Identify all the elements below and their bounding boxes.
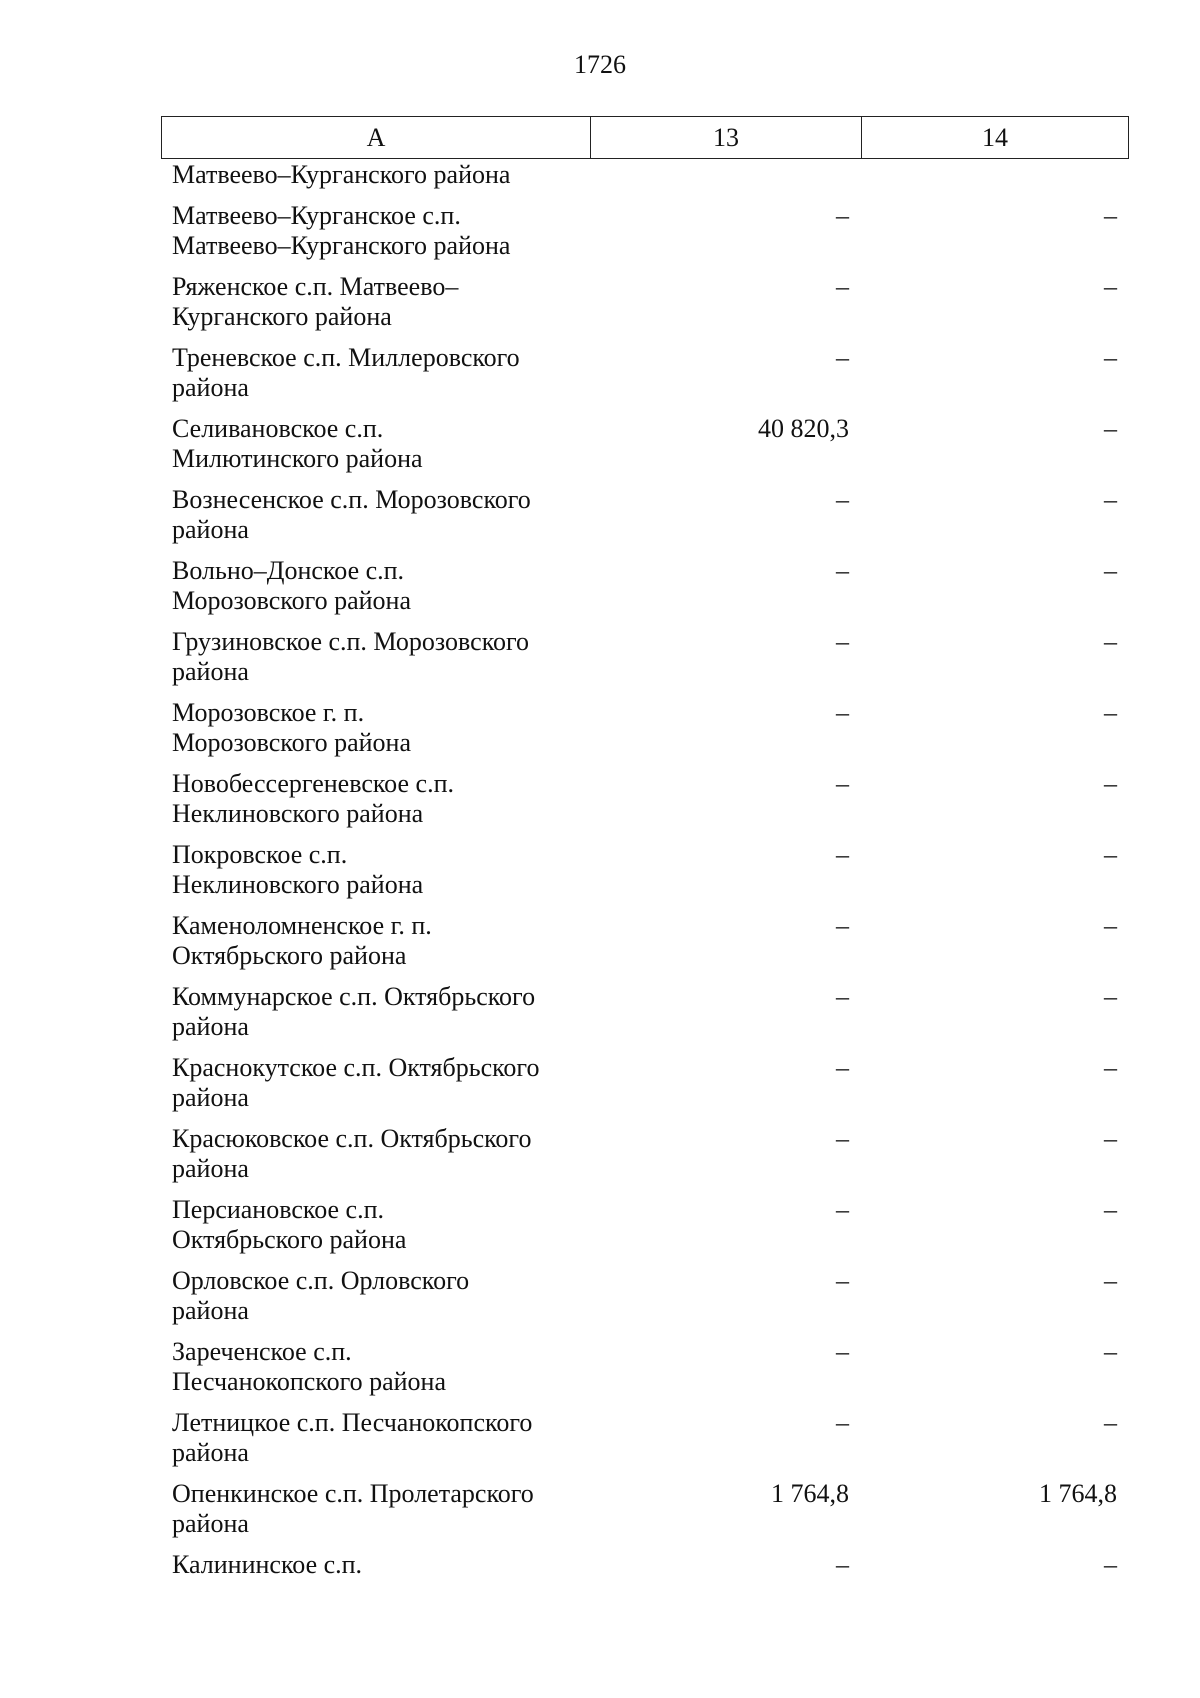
table-row [161,556,1129,616]
row-name-line: района [172,515,249,544]
row-name-line: Летницкое с.п. Песчанокопского [172,1408,533,1437]
value-cell-14: – [1104,1195,1117,1224]
row-name-line: района [172,1296,249,1325]
value-cell-14: – [1104,840,1117,869]
table-row [161,911,1129,971]
value-cell-14: – [1104,272,1117,301]
row-name-line: Краснокутское с.п. Октябрьского [172,1053,540,1082]
row-name-cell [161,911,590,971]
value-cell-13: 40 820,3 [758,414,849,443]
row-name-line: Зареченское с.п. [172,1337,352,1366]
row-name-line: района [172,1012,249,1041]
row-name-line: Грузиновское с.п. Морозовского [172,627,530,656]
value-cell-14: – [1104,1266,1117,1295]
value-cell-13: – [836,627,849,656]
header-column-a: А [162,117,591,158]
row-name-line: Неклиновского района [172,799,424,828]
value-cell-13: 1 764,8 [771,1479,849,1508]
value-cell-14: – [1104,982,1117,1011]
table-row [161,1053,1129,1113]
table-row [161,272,1129,332]
value-cell-13: – [836,201,849,230]
row-name-cell [161,840,590,900]
table-row [161,1337,1129,1397]
value-cell-14: – [1104,911,1117,940]
table-row [161,201,1129,261]
row-name-line: Милютинского района [172,444,423,473]
row-name-line: района [172,1438,249,1467]
row-name-line: Опенкинское с.п. Пролетарского [172,1479,534,1508]
row-name-cell [161,698,590,758]
value-cell-13: – [836,272,849,301]
row-name-line: Красюковское с.п. Октябрьского [172,1124,532,1153]
row-name-cell [161,982,590,1042]
value-cell-14: – [1104,1550,1117,1579]
row-name-cell [161,1479,590,1539]
row-name-line: Матвеево–Курганское с.п. [172,201,461,230]
page-number: 1726 [574,50,626,79]
table-row [161,485,1129,545]
row-name-line: Октябрьского района [172,1225,407,1254]
row-name-cell [161,485,590,545]
value-cell-13: – [836,1408,849,1437]
row-name-line: Октябрьского района [172,941,407,970]
table-row [161,627,1129,687]
row-name-line: Матвеево–Курганского района [172,231,511,260]
value-cell-14: – [1104,769,1117,798]
row-name-line: района [172,1083,249,1112]
row-name-line: Матвеево–Курганского района [172,160,511,189]
table-row [161,840,1129,900]
row-name-line: Новобессергеневское с.п. [172,769,454,798]
value-cell-14: – [1104,1337,1117,1366]
row-name-line: Песчанокопского района [172,1367,447,1396]
value-cell-14: – [1104,414,1117,443]
header-column-13: 13 [591,117,862,158]
value-cell-13: – [836,1195,849,1224]
value-cell-13: – [836,1337,849,1366]
table-header [161,116,1129,159]
value-cell-13: – [836,698,849,727]
row-name-line: Коммунарское с.п. Октябрьского [172,982,536,1011]
value-cell-13 [590,160,861,190]
row-name-cell [161,1195,590,1255]
row-name-cell [161,201,590,261]
row-name-line: района [172,1509,249,1538]
table-row [161,1479,1129,1539]
header-column-14: 14 [982,122,1008,152]
row-name-cell [161,769,590,829]
row-name-line: Ряженское с.п. Матвеево– [172,272,459,301]
row-name-line: района [172,373,249,402]
row-name-line: Неклиновского района [172,870,424,899]
value-cell-13: – [836,1550,849,1579]
table-row [161,698,1129,758]
table-row [161,1266,1129,1326]
row-name-cell [161,1337,590,1397]
row-name-cell [161,272,590,332]
row-name-line: Орловское с.п. Орловского [172,1266,470,1295]
table-row [161,1550,1129,1580]
table-row [161,769,1129,829]
row-name-line: Персиановское с.п. [172,1195,385,1224]
value-cell-14: – [1104,201,1117,230]
table-row [161,1408,1129,1468]
value-cell-13: – [836,1266,849,1295]
table-body [161,160,1129,1580]
row-name-cell [161,1053,590,1113]
value-cell-14: – [1104,698,1117,727]
row-name-cell [161,1266,590,1326]
table-row [161,982,1129,1042]
value-cell-13: – [836,911,849,940]
table-row [161,414,1129,474]
row-name-line: Морозовского района [172,586,411,615]
row-name-line: района [172,657,249,686]
value-cell-14: 1 764,8 [1039,1479,1117,1508]
row-name-cell [161,1550,590,1580]
row-name-line: Каменоломненское г. п. [172,911,432,940]
value-cell-14: – [1104,556,1117,585]
row-name-line: района [172,1154,249,1183]
value-cell-13: – [836,556,849,585]
row-name-line: Треневское с.п. Миллеровского [172,343,520,372]
value-cell-14: – [1104,1053,1117,1082]
value-cell-13: – [836,769,849,798]
value-cell-14: – [1104,627,1117,656]
value-cell-13: – [836,982,849,1011]
row-name-line: Вознесенское с.п. Морозовского [172,485,531,514]
value-cell-13: – [836,1124,849,1153]
table-row [161,1124,1129,1184]
table-row [161,160,1129,190]
row-name-line: Калининское с.п. [172,1550,363,1579]
row-name-line: Селивановское с.п. [172,414,384,443]
row-name-line: Покровское с.п. [172,840,348,869]
row-name-line: Вольно–Донское с.п. [172,556,405,585]
table-row [161,1195,1129,1255]
table-row [161,343,1129,403]
value-cell-13: – [836,840,849,869]
value-cell-14: – [1104,1408,1117,1437]
row-name-line: Морозовского района [172,728,411,757]
value-cell-13: – [836,343,849,372]
value-cell-13: – [836,485,849,514]
value-cell-14: – [1104,1124,1117,1153]
value-cell-13: – [836,1053,849,1082]
row-name-cell [161,343,590,403]
row-name-cell [161,556,590,616]
row-name-cell [161,414,590,474]
row-name-cell [161,1408,590,1468]
row-name-line: Курганского района [172,302,392,331]
value-cell-14: – [1104,343,1117,372]
value-cell-14: – [1104,485,1117,514]
value-cell-14 [861,160,1129,190]
row-name-line: Морозовское г. п. [172,698,365,727]
row-name-cell [161,160,590,190]
row-name-cell [161,1124,590,1184]
row-name-cell [161,627,590,687]
